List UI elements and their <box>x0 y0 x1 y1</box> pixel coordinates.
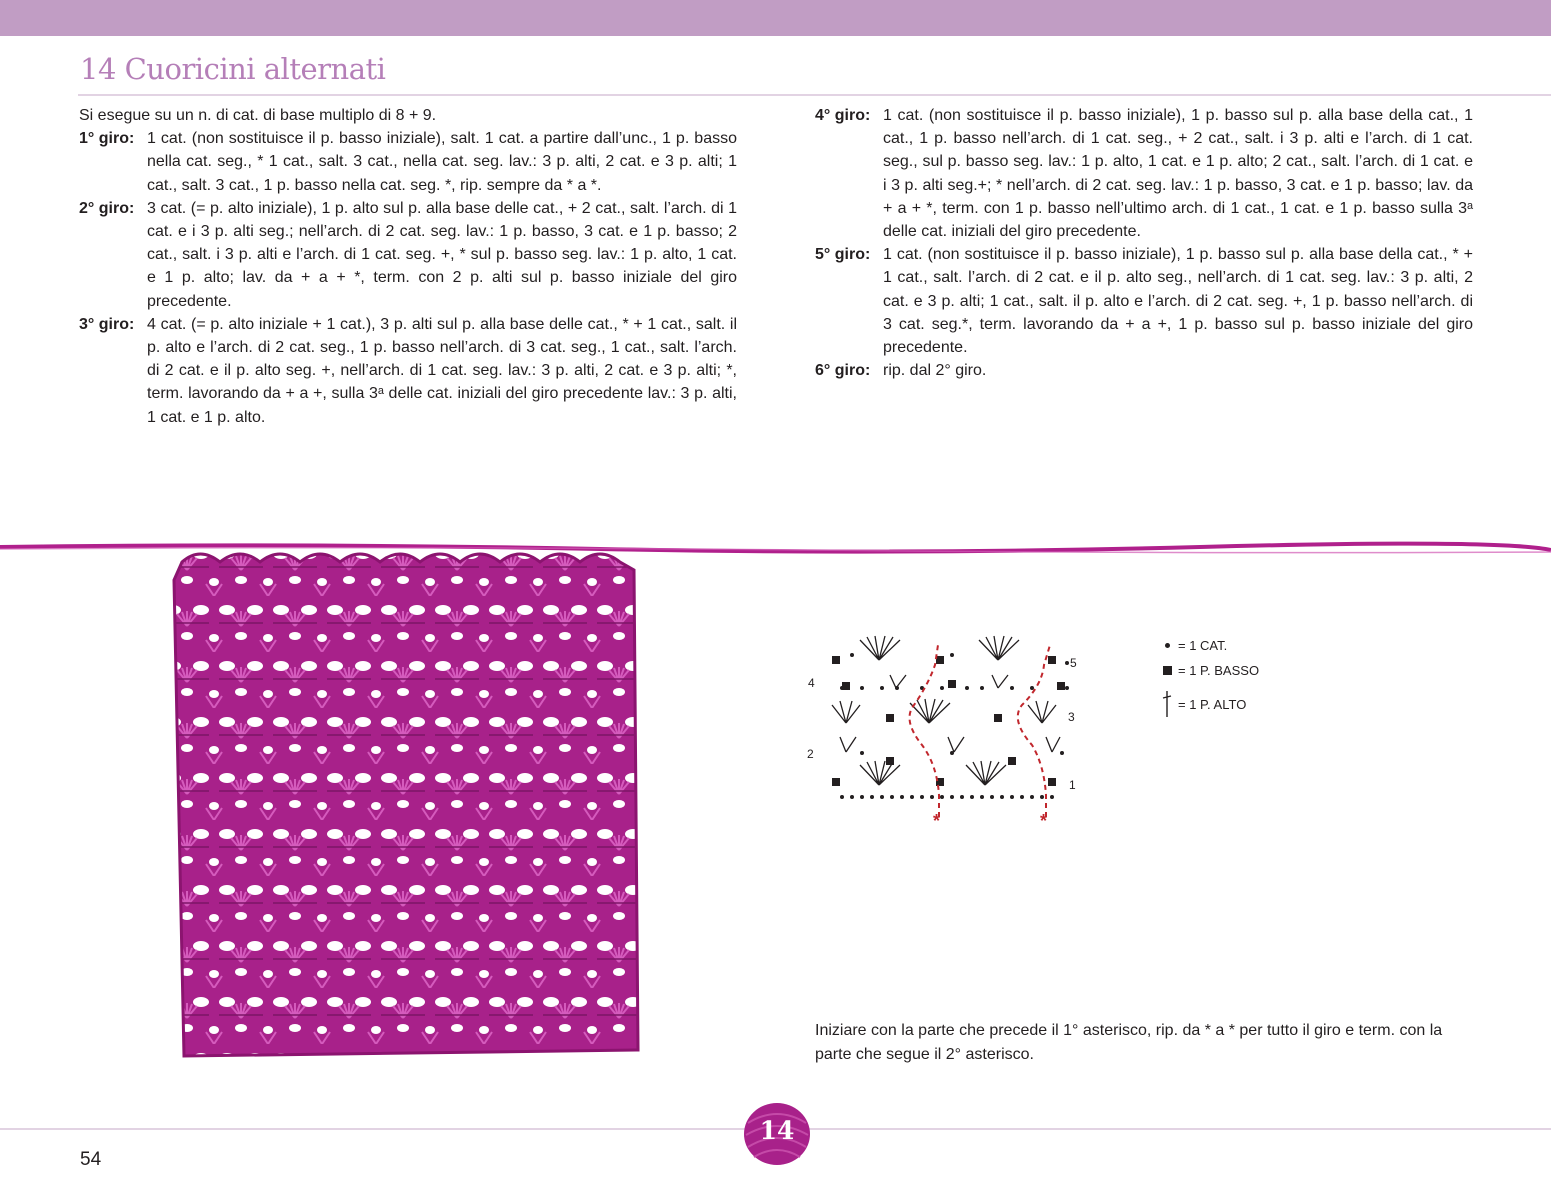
page-title: 14 Cuoricini alternati <box>80 52 386 86</box>
page-number: 54 <box>80 1149 102 1170</box>
chart-legend <box>1158 638 1298 718</box>
round-1 <box>79 127 737 197</box>
round-2 <box>79 197 737 313</box>
double-crochet-fans <box>832 636 1060 785</box>
round-label: 2° giro: <box>79 199 135 217</box>
dot-icon <box>1158 643 1176 648</box>
right-text-column <box>815 104 1473 382</box>
round-text: rip. dal 2° giro. <box>883 362 987 380</box>
legend-label: = 1 P. ALTO <box>1178 696 1247 712</box>
round-3 <box>79 313 737 429</box>
row-label-2: 2 <box>807 747 814 761</box>
pattern-number-badge: 14 <box>759 1116 795 1145</box>
title-divider <box>78 94 1551 96</box>
crochet-swatch-image <box>160 540 646 1080</box>
round-4 <box>815 104 1473 243</box>
intro-text: Si esegue su un n. di cat. di base multiplo di 8 + 9. <box>79 107 437 124</box>
round-label: 6° giro: <box>815 362 871 380</box>
legend-item-double-crochet <box>1158 691 1246 717</box>
round-text: 1 cat. (non sostituisce il p. basso iniziale), 1 p. basso sul p. alla base della cat., * + 1 cat., salt. l’arch. di 2 cat. e il p. alto seg., nell’arch. di 1 cat. seg. lav.: 3 p. alti, 2 cat. e 3 p. alti; 1 cat., salt. il p. alto e l’arch. di 2 cat. seg. +, 1 p. basso nell’arch. di 3 cat. seg.*, term. lavorando da + a +, 1 p. basso sul p. basso iniziale del giro precedente. <box>883 246 1473 357</box>
round-label: 3° giro: <box>79 315 135 333</box>
row-label-5: 5 <box>1070 656 1077 670</box>
legend-label: = 1 P. BASSO <box>1178 663 1260 678</box>
top-color-bar <box>0 0 1551 36</box>
repeat-boundary-lines <box>910 645 1051 817</box>
round-6 <box>815 359 1473 382</box>
dagger-icon <box>1158 691 1176 717</box>
row-label-3: 3 <box>1068 710 1075 724</box>
repeat-asterisk: * <box>933 811 941 830</box>
row-label-4: 4 <box>808 676 815 690</box>
legend-item-single-crochet <box>1158 663 1259 678</box>
left-text-column <box>79 104 737 429</box>
legend-item-chain <box>1158 638 1227 653</box>
round-label: 4° giro: <box>815 107 871 124</box>
repeat-asterisk: * <box>1040 811 1048 830</box>
single-crochet-squares <box>832 656 1065 786</box>
round-label: 1° giro: <box>79 130 135 148</box>
round-label: 5° giro: <box>815 246 871 264</box>
round-text: 4 cat. (= p. alto iniziale + 1 cat.), 3 p. alti sul p. alla base delle cat., * + 1 cat., salt. il p. alto e l’arch. di 2 cat. seg., 1 p. basso nell’arch. di 3 cat. seg., 1 cat., salt. l’arch. di 2 cat. e il p. alto seg. +, nell’arch. di 1 cat. seg. lav.: 3 p. alti, 2 cat. e 3 p. alti; *, term. lavorando da + a +, sulla 3ᵃ delle cat. iniziali del giro precedente lav.: 3 p. alti, 1 cat. e 1 p. alto. <box>147 315 737 426</box>
chart-instructions: Iniziare con la parte che precede il 1° asterisco, rip. da * a * per tutto il giro e term. con la parte che segue il 2° asterisco. <box>815 1022 1443 1063</box>
square-icon <box>1158 666 1176 675</box>
row-label-1: 1 <box>1069 778 1076 792</box>
round-text: 1 cat. (non sostituisce il p. basso iniziale), 1 p. basso sul p. alla base della cat., 1 cat., 1 p. basso nell’arch. di 1 cat. seg., + 2 cat., salt. i 3 p. alti e l’arch. di 1 cat. seg., sul p. basso seg. lav.: 1 p. alto, 1 cat. e 1 p. alto; 2 cat., salt. l’arch. di 1 cat. e i 3 p. alti seg.+; * nell’arch. di 2 cat. seg. lav.: 1 p. basso, 3 cat. e 1 p. basso; lav. da + a + *, term. con 1 p. basso nell’ultimo arch. di 1 cat., 1 cat. e 1 p. basso sulla 3ᵃ delle cat. iniziali del giro precedente. <box>883 107 1473 241</box>
round-text: 3 cat. (= p. alto iniziale), 1 p. alto sul p. alla base delle cat., + 2 cat., salt. l’arch. di 1 cat. e i 3 p. alti seg.; nell’arch. di 2 cat. seg. lav.: 1 p. basso, 3 cat. e 1 p. basso; 2 cat., salt. i 3 p. alti e l’arch. di 1 cat. seg. +, * sul p. basso seg. lav.: 1 p. alto, 1 cat. e 1 p. alto; lav. da + a + *, term. con 2 p. alti sul p. basso iniziale del giro precedente. <box>147 199 737 310</box>
legend-label: = 1 CAT. <box>1178 638 1228 653</box>
round-5 <box>815 243 1473 359</box>
round-text: 1 cat. (non sostituisce il p. basso iniziale), salt. 1 cat. a partire dall’unc., 1 p. basso nella cat. seg., * 1 cat., salt. 3 cat., nella cat. seg. lav.: 3 p. alti, 2 cat. e 3 p. alti; 1 cat., salt. 3 cat., 1 p. basso nella cat. seg. *, rip. sempre da * a *. <box>147 130 737 194</box>
crochet-chart <box>802 625 1090 830</box>
